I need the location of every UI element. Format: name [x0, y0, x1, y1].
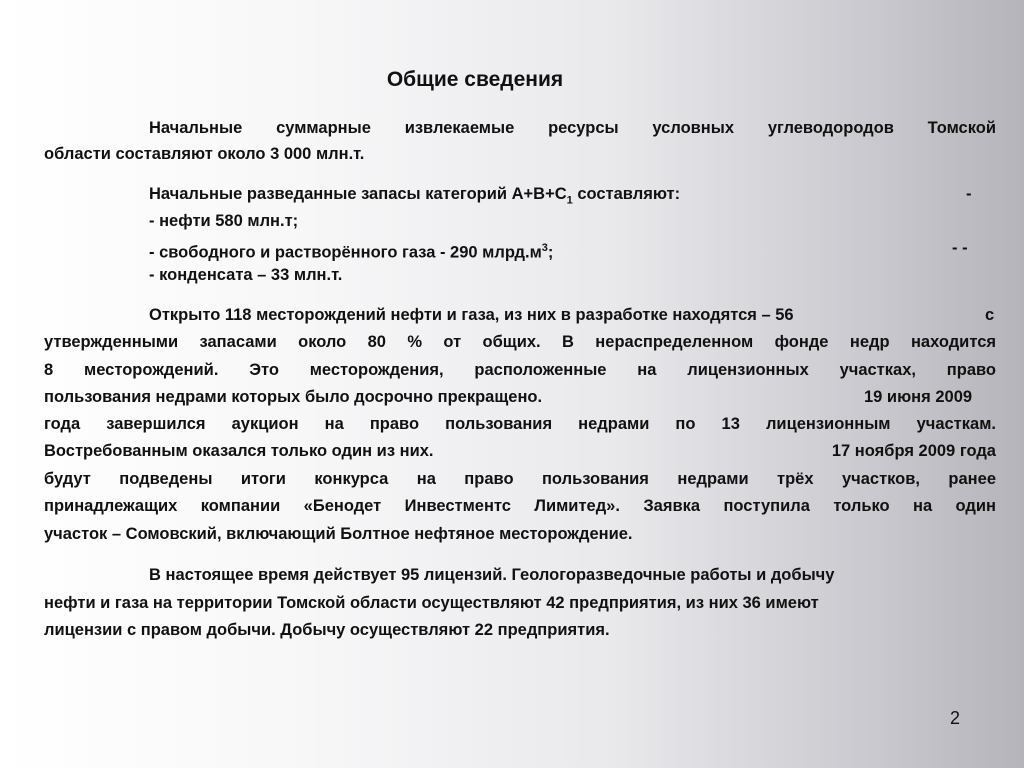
p4-line-2: нефти и газа на территории Томской области осуществляют 42 предприятия, из них 36 имеют [44, 594, 819, 612]
p1-line-2: области составляют около 3 000 млн.т. [44, 145, 365, 163]
p2-heading-tail: составляют: [572, 185, 681, 203]
p3-line-6-date: 17 ноября 2009 года [831, 442, 996, 460]
p2-gas [149, 238, 553, 263]
p2-heading-text: Начальные разведанные запасы категорий А+В+С [149, 185, 567, 203]
p2-gas-superscript: 3 [541, 242, 548, 254]
p3-line-2: утвержденными запасами около 80 % от общих. В нераспределенном фонде недр находится [44, 333, 996, 351]
p2-gas-tail: ; [547, 243, 554, 262]
p3-line-4: пользования недрами которых было досрочно прекращено. [44, 388, 543, 406]
p3-line-4-date: 19 июня 2009 [864, 388, 973, 406]
p2-gas-dash: - - [952, 239, 968, 257]
p2-heading-subscript: 1 [566, 194, 573, 207]
p2-oil: - нефти 580 млн.т; [149, 212, 299, 230]
p3-line-8: принадлежащих компании «Бенодет Инвестментс Лимитед». Заявка поступила только на один [44, 497, 996, 515]
p4-line-3: лицензии с правом добычи. Добычу осуществляют 22 предприятия. [44, 621, 610, 639]
p1-line-1: Начальные суммарные извлекаемые ресурсы условных углеводородов Томской [149, 119, 996, 137]
slide-title: Общие сведения [386, 68, 564, 91]
p2-heading-dash: - [966, 185, 972, 203]
p3-line-6: Востребованным оказался только один из них. [44, 442, 434, 460]
page-number: 2 [950, 708, 961, 728]
p2-condensate: - конденсата – 33 млн.т. [149, 266, 343, 284]
p3-line-5: года завершился аукцион на право пользования недрами по 13 лицензионным участкам. [44, 415, 996, 433]
p2-heading [149, 184, 680, 210]
p3-line-3: 8 месторождений. Это месторождения, расположенные на лицензионных участках, право [44, 361, 996, 379]
p2-gas-text: - свободного и растворённого газа - 290 млрд.м [149, 243, 542, 262]
p3-line-7: будут подведены итоги конкурса на право пользования недрами трёх участков, ранее [44, 470, 996, 488]
p3-line-9: участок – Сомовский, включающий Болтное нефтяное месторождение. [44, 525, 633, 543]
p3-line-1-tail: с [985, 306, 995, 324]
p4-line-1: В настоящее время действует 95 лицензий. Геологоразведочные работы и добычу [149, 566, 835, 584]
p3-line-1: Открыто 118 месторождений нефти и газа, из них в разработке находятся – 56 [149, 306, 794, 324]
